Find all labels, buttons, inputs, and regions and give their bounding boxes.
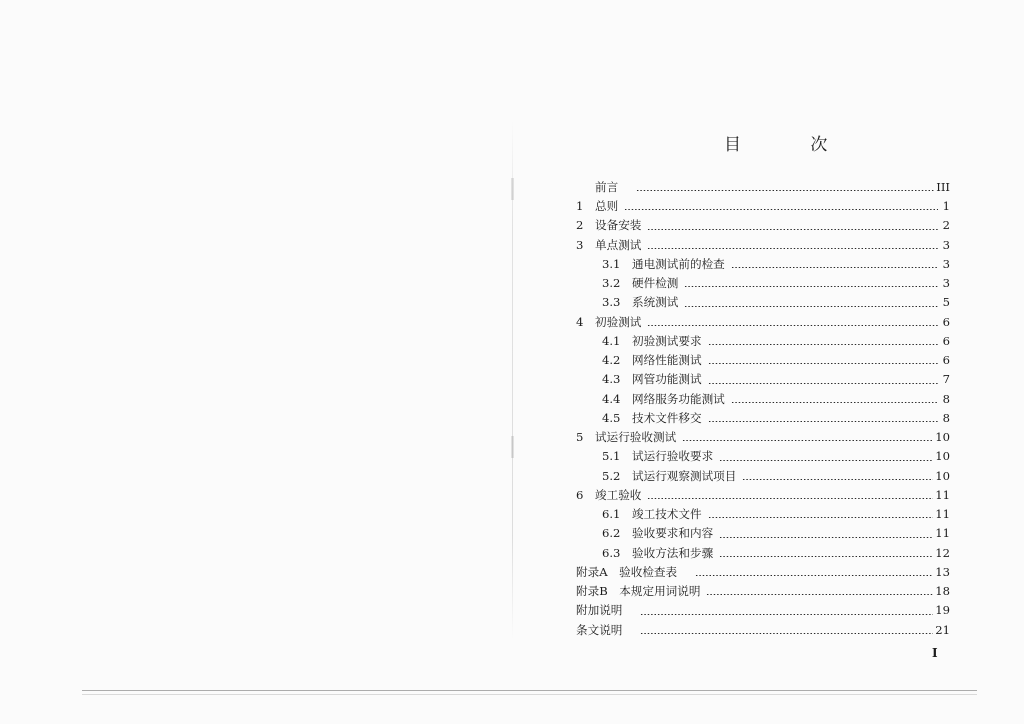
- toc-entry-page: 10: [935, 468, 950, 483]
- toc-entry-page: 8: [942, 391, 950, 406]
- toc-entry-label: 试运行观察测试项目: [632, 468, 737, 483]
- toc-entry: [576, 428, 950, 447]
- toc-entry-label: 前言: [595, 179, 619, 194]
- toc-leader-dots: [647, 229, 938, 230]
- toc-entry-page: 10: [935, 430, 950, 445]
- toc-entry: [576, 178, 950, 197]
- toc-entry-page: 11: [935, 507, 950, 522]
- toc-leader-dots: [742, 479, 933, 480]
- toc-entry-number: 3: [576, 237, 584, 252]
- toc-entry: [576, 525, 950, 544]
- toc-entry: [576, 274, 950, 293]
- toc-entry-number: 3.3: [602, 295, 621, 310]
- toc-entry-label: 验收方法和步骤: [632, 545, 714, 560]
- toc-entry-page: 12: [935, 545, 950, 560]
- toc-entry-page: 7: [942, 372, 950, 387]
- toc-entry: [576, 582, 950, 601]
- toc-leader-dots: [684, 286, 938, 287]
- toc-leader-dots: [719, 537, 933, 538]
- page-bottom-edge: [82, 690, 977, 691]
- toc-entry-number: 4.3: [602, 372, 621, 387]
- toc-entry: [576, 236, 950, 255]
- toc-entry: [576, 217, 950, 236]
- toc-leader-dots: [706, 594, 933, 595]
- toc-entry: [576, 294, 950, 313]
- toc-entry-page: 19: [935, 603, 950, 618]
- toc-leader-dots: [647, 498, 933, 499]
- toc-entry-page: 6: [942, 333, 950, 348]
- toc-entry-number: 1: [576, 199, 584, 214]
- toc-entry-number: 6.1: [602, 507, 621, 522]
- toc-entry-page: 21: [935, 622, 950, 637]
- toc-leader-dots: [684, 306, 938, 307]
- toc-title: 目 次: [724, 135, 860, 155]
- toc-leader-dots: [731, 267, 938, 268]
- fold-mark: [511, 178, 514, 200]
- page-number: I: [932, 646, 938, 660]
- toc-entry-page: 3: [942, 276, 950, 291]
- toc-entry-number: 5.1: [602, 449, 621, 464]
- toc-entry: [576, 390, 950, 409]
- toc-entry-number: 4.1: [602, 333, 621, 348]
- toc-entry-page: 11: [935, 526, 950, 541]
- toc-leader-dots: [708, 344, 938, 345]
- toc-leader-dots: [624, 209, 938, 210]
- toc-entry-label: 竣工验收: [595, 487, 642, 502]
- toc-entry-number: 4.5: [602, 410, 621, 425]
- toc-entry-label: 系统测试: [632, 295, 679, 310]
- toc-entry-number: 4.4: [602, 391, 621, 406]
- toc-entry-number: 5: [576, 430, 584, 445]
- toc-entry: [576, 332, 950, 351]
- toc-entry-page: 5: [942, 295, 950, 310]
- toc-entry-label: 网络性能测试: [632, 353, 702, 368]
- toc-leader-dots: [708, 421, 938, 422]
- toc-entry: [576, 197, 950, 216]
- toc-entry-label: 硬件检测: [632, 276, 679, 291]
- toc-entry-number: 6.3: [602, 545, 621, 560]
- toc-entry-page: 13: [935, 564, 950, 579]
- toc-leader-dots: [719, 556, 933, 557]
- toc-entry: [576, 621, 950, 640]
- toc-entry: [576, 371, 950, 390]
- toc-entry-label: 附录A 验收检查表: [576, 564, 678, 579]
- toc-entry-number: 3.2: [602, 276, 621, 291]
- toc-leader-dots: [708, 363, 938, 364]
- toc-entry-label: 通电测试前的检查: [632, 256, 725, 271]
- toc-entry: [576, 544, 950, 563]
- toc-entry-label: 试运行验收测试: [595, 430, 677, 445]
- toc-leader-dots: [695, 575, 933, 576]
- toc-entry-page: 3: [942, 256, 950, 271]
- toc-entry: [576, 563, 950, 582]
- toc-entry-page: 10: [935, 449, 950, 464]
- toc-leader-dots: [731, 402, 938, 403]
- page-bottom-edge-shadow: [82, 694, 977, 695]
- toc-entry-page: 18: [935, 584, 950, 599]
- toc-leader-dots: [647, 325, 938, 326]
- toc-entry-label: 初验测试要求: [632, 333, 702, 348]
- toc-leader-dots: [647, 248, 938, 249]
- toc-entry-label: 单点测试: [595, 237, 642, 252]
- toc-entry-label: 技术文件移交: [632, 410, 702, 425]
- toc-entry-page: 1: [942, 199, 950, 214]
- toc-entry-number: 4.2: [602, 353, 621, 368]
- toc-entry-page: 8: [942, 410, 950, 425]
- toc-entry-number: 6.2: [602, 526, 621, 541]
- toc-entry-number: 2: [576, 218, 584, 233]
- toc-entry-label: 设备安装: [595, 218, 642, 233]
- toc-entry-label: 初验测试: [595, 314, 642, 329]
- toc-entry: [576, 467, 950, 486]
- toc-entry-number: 5.2: [602, 468, 621, 483]
- toc-entry: [576, 313, 950, 332]
- toc-entry: [576, 255, 950, 274]
- toc-entry-number: 3.1: [602, 256, 621, 271]
- toc-leader-dots: [640, 633, 933, 634]
- toc-entry-page: 6: [942, 353, 950, 368]
- toc-entry: [576, 602, 950, 621]
- toc-leader-dots: [708, 383, 938, 384]
- toc-entry-label: 试运行验收要求: [632, 449, 714, 464]
- toc-entry-label: 总则: [595, 199, 619, 214]
- fold-mark: [511, 436, 514, 458]
- toc-entry: [576, 409, 950, 428]
- toc-entry-label: 网管功能测试: [632, 372, 702, 387]
- toc-leader-dots: [682, 440, 933, 441]
- toc-entry-page: III: [936, 179, 950, 194]
- toc-leader-dots: [636, 190, 934, 191]
- toc-entry-page: 11: [935, 487, 950, 502]
- toc-entry-label: 网络服务功能测试: [632, 391, 725, 406]
- toc-entry-page: 3: [942, 237, 950, 252]
- toc-entry-label: 竣工技术文件: [632, 507, 702, 522]
- toc-entry-label: 附录B 本规定用词说明: [576, 584, 701, 599]
- toc-entry: [576, 486, 950, 505]
- toc-entry: [576, 448, 950, 467]
- toc-leader-dots: [640, 614, 933, 615]
- toc-entry: [576, 351, 950, 370]
- toc-leader-dots: [719, 460, 933, 461]
- toc-entry: [576, 505, 950, 524]
- toc-entry-page: 2: [942, 218, 950, 233]
- toc-entry-number: 4: [576, 314, 584, 329]
- table-of-contents: [576, 178, 950, 640]
- toc-entry-page: 6: [942, 314, 950, 329]
- toc-entry-label: 附加说明: [576, 603, 623, 618]
- toc-entry-label: 验收要求和内容: [632, 526, 714, 541]
- toc-leader-dots: [708, 517, 934, 518]
- toc-entry-label: 条文说明: [576, 622, 623, 637]
- toc-entry-number: 6: [576, 487, 584, 502]
